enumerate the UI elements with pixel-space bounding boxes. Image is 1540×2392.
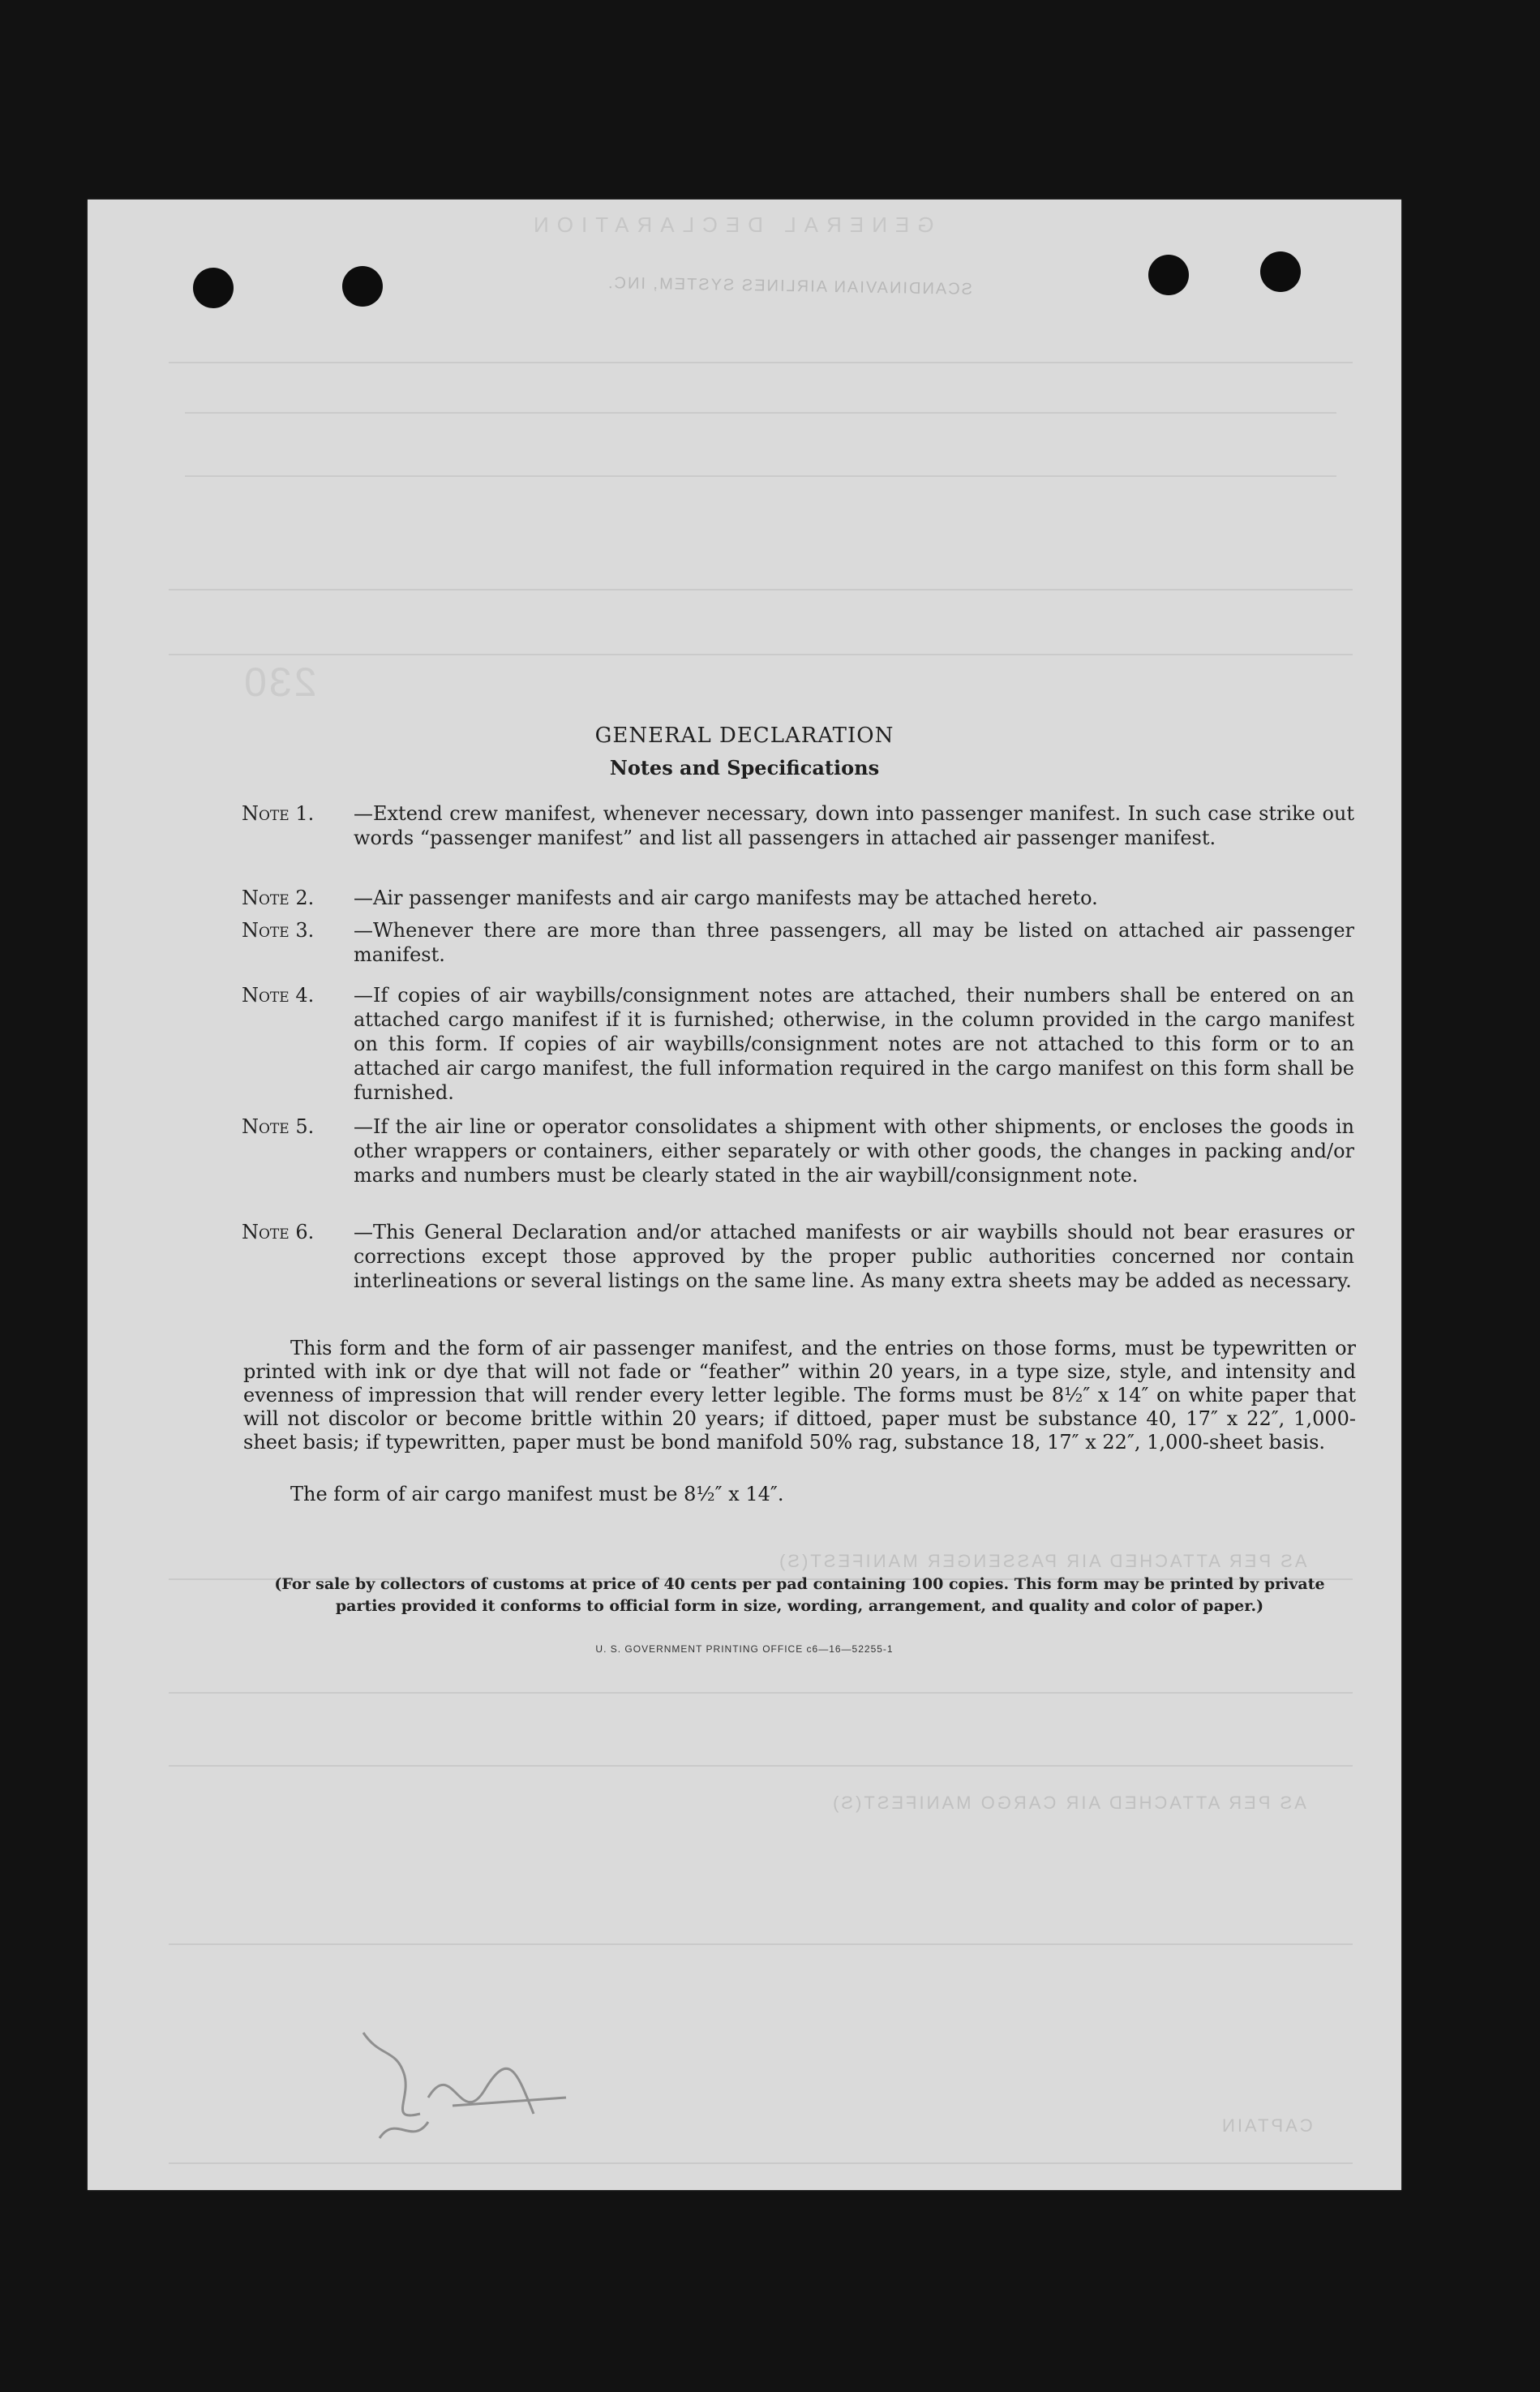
note-label: Note 4. [242, 984, 315, 1007]
note-label: Note 2. [242, 887, 315, 909]
document-title: GENERAL DECLARATION [594, 724, 894, 748]
note-5 [242, 1114, 1354, 1187]
note-label: Note 3. [242, 919, 315, 942]
note-label: Note 1. [242, 802, 315, 825]
sale-note: (For sale by collectors of customs at price of 40 cents per pad containing 100 copies. This form may be printed by private parties provided it conforms to official form in size, wording, arrangement, and quality and color of paper.) [274, 1575, 1325, 1615]
bleed-through-airline: SCANDINAVIAN AIRLINES SYSTEM, INC. [606, 274, 973, 298]
form-specification-text: This form and the form of air passenger manifest, and the entries on those forms, must be typewritten or printed with ink or dye that will not fade or “feather” within 20 years, in a type size, style, and intensity and evenness of impression that will render every letter legible. The forms must be 8½″ x 14″ on white paper that will not discolor or become brittle within 20 years; if dittoed, paper must be substance 40, 17″ x 22″, 1,000-sheet basis; if typewritten, paper must be bond manifold 50% rag, substance 18, 17″ x 22″, 1,000-sheet basis. [243, 1337, 1356, 1454]
note-3 [242, 918, 1354, 967]
note-text: —Whenever there are more than three passengers, all may be listed on attached air passenger manifest. [354, 919, 1354, 966]
document-sheet [88, 200, 1401, 2190]
note-4 [242, 983, 1354, 1105]
bleed-through-captain: CAPTAIN [1220, 2115, 1313, 2136]
note-text: —Extend crew manifest, whenever necessary, down into passenger manifest. In such case strike out words “passenger manifest” and list all passengers in attached air passenger manifest. [354, 802, 1354, 849]
cargo-manifest-size-line [243, 1483, 1356, 1506]
printer-line: U. S. GOVERNMENT PRINTING OFFICE c6—16—52255-1 [595, 1643, 894, 1655]
bleed-through-title: GENERAL DECLARATION [525, 213, 934, 237]
signature-mark [331, 2025, 590, 2154]
note-text: —This General Declaration and/or attached manifests or air waybills should not bear erasures or corrections except those approved by the proper public authorities concerned nor contain interlineations or several listings on the same line. As many extra sheets may be added as necessary. [354, 1221, 1354, 1292]
punch-hole [1148, 255, 1189, 295]
punch-hole [342, 266, 383, 307]
note-text: —If copies of air waybills/consignment notes are attached, their numbers shall be entered on an attached cargo manifest if it is furnished; otherwise, in the column provided in the cargo manifest on this form. If copies of air waybills/consignment notes are not attached to this form or to an attached air cargo manifest, the full information required in the cargo manifest on this form shall be furnished. [354, 984, 1354, 1104]
note-text: —Air passenger manifests and air cargo manifests may be attached hereto. [354, 887, 1098, 909]
form-specification-paragraph [243, 1337, 1356, 1454]
note-label: Note 5. [242, 1115, 315, 1138]
cargo-manifest-size-text: The form of air cargo manifest must be 8½″ x 14″. [290, 1483, 784, 1505]
note-label: Note 6. [242, 1221, 315, 1243]
punch-hole [1260, 251, 1301, 292]
bleed-through-number: 230 [242, 659, 317, 705]
bleed-through-cargo-manifest: AS PER ATTACHED AIR CARGO MANIFEST(S) [830, 1793, 1306, 1813]
note-text: —If the air line or operator consolidates a shipment with other shipments, or encloses the goods in other wrappers or containers, either separately or with other goods, the changes in packing and/or marks and numbers must be clearly stated in the air waybill/consignment note. [354, 1115, 1354, 1187]
note-1 [242, 801, 1354, 850]
punch-hole [193, 268, 234, 308]
note-6 [242, 1220, 1354, 1293]
document-subtitle: Notes and Specifications [609, 756, 880, 779]
note-2 [242, 886, 1354, 910]
bleed-through-passenger-manifest: AS PER ATTACHED AIR PASSENGER MANIFEST(S) [777, 1551, 1307, 1571]
